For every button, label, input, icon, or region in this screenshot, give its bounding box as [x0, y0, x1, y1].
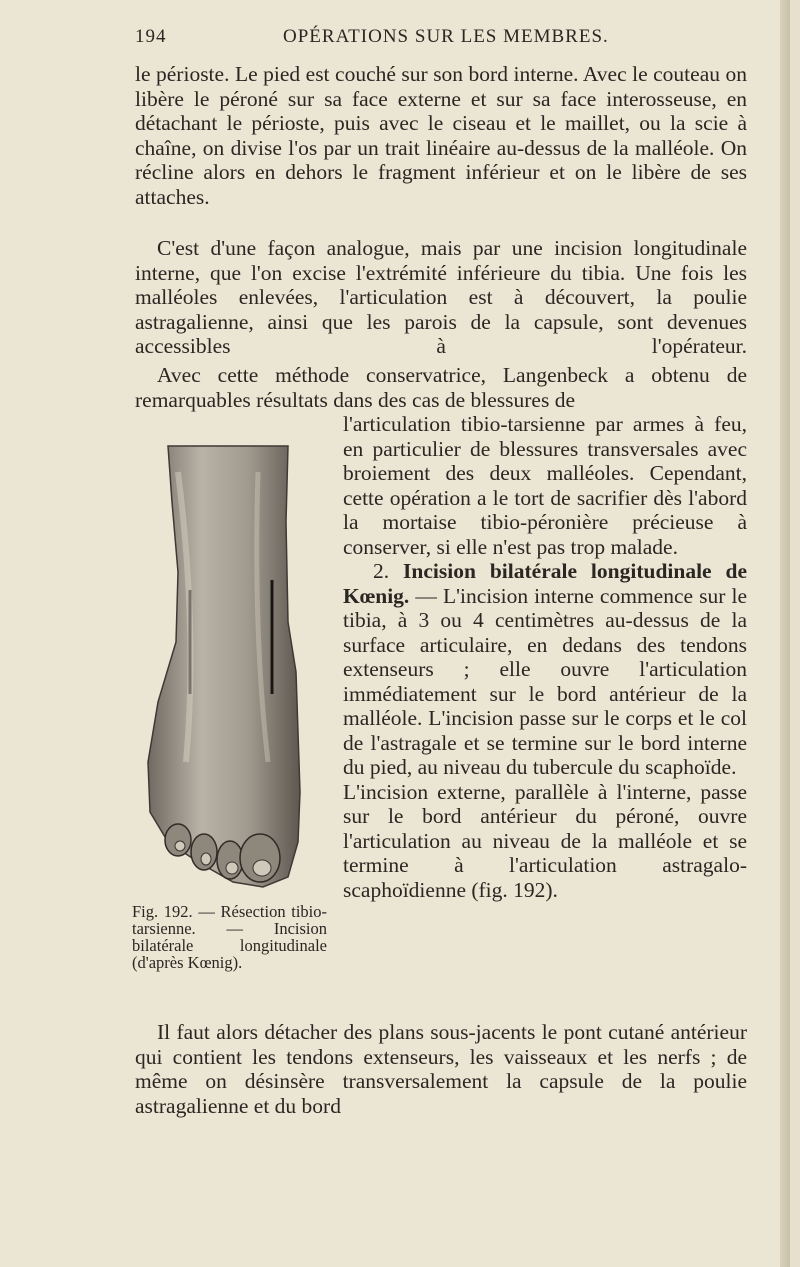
section-2 — [343, 559, 747, 780]
leg-silhouette — [148, 446, 300, 887]
foot-illustration — [138, 432, 318, 892]
paragraph-4: Il faut alors détacher des plans sous-jacents le pont cutané antérieur qui contient les tendons extenseurs, les vaisseaux et les nerfs ; de même on désinsère transversalement la capsule de la poulie astragalienne et du bord — [135, 1020, 747, 1118]
section-number: 2. — [373, 559, 390, 583]
paragraph-3-start: Avec cette méthode conservatrice, Langenbeck a obtenu de remarquables résultats dans des cas de blessures de — [135, 363, 747, 412]
page-edge — [780, 0, 790, 1267]
page-header — [135, 26, 747, 56]
right-column — [343, 412, 747, 902]
running-head: OPÉRATIONS SUR LES MEMBRES. — [283, 26, 609, 47]
section-title: Incision bilatérale longitudinale de Kœnig. — [343, 559, 748, 608]
section-text-2: L'incision externe, parallèle à l'interne, passe sur le bord antérieur du péroné, ouvre l'articulation au niveau de la malléole et se termine à l'articulation astragalo-scaphoïdienne (fig. 192). — [343, 779, 747, 902]
figure-caption: Fig. 192. — Résection tibio-tarsienne. — Incision bilatérale longitudinale (d'après Kœnig). — [132, 902, 327, 972]
paragraph-3-continued: l'articulation tibio-tarsienne par armes à feu, en particulier de blessures transversales avec broiement des deux malléoles. Cependant, cette opération a le tort de sacrifier dès l'abord la mortaise tibio-péronière précieuse à conserver, si elle n'est pas trop malade. — [343, 412, 747, 559]
foot-drawing — [138, 432, 318, 892]
paragraph-2: C'est d'une façon analogue, mais par une incision longitudinale interne, que l'on excise l'extrémité inférieure du tibia. Une fois les malléoles enlevées, l'articulation est à découvert, la poulie astragalienne, ainsi que les parois de la capsule, sont devenues accessibles à l'opérateur. — [135, 236, 747, 358]
page-number: 194 — [135, 26, 167, 47]
paragraph-1: le périoste. Le pied est couché sur son bord interne. Avec le couteau on libère le péroné sur sa face externe et sur sa face interosseuse, en détachant le périoste, puis avec le ciseau et le maillet, ou la scie à chaîne, on divise l'os par un trait linéaire au-dessus de la malléole. On récline alors en dehors le fragment inférieur et on le libère de ses attaches. — [135, 62, 747, 209]
section-text: — L'incision interne commence sur le tibia, à 3 ou 4 centimètres au-dessus de la surface articulaire, en dedans des tendons extenseurs ; elle ouvre l'articulation immédiatement sur le bord antérieur de la malléole. L'incision passe sur le corps et le col de l'astragale et se termine sur le bord interne du pied, au niveau du tubercule du scaphoïde. — [343, 583, 747, 779]
